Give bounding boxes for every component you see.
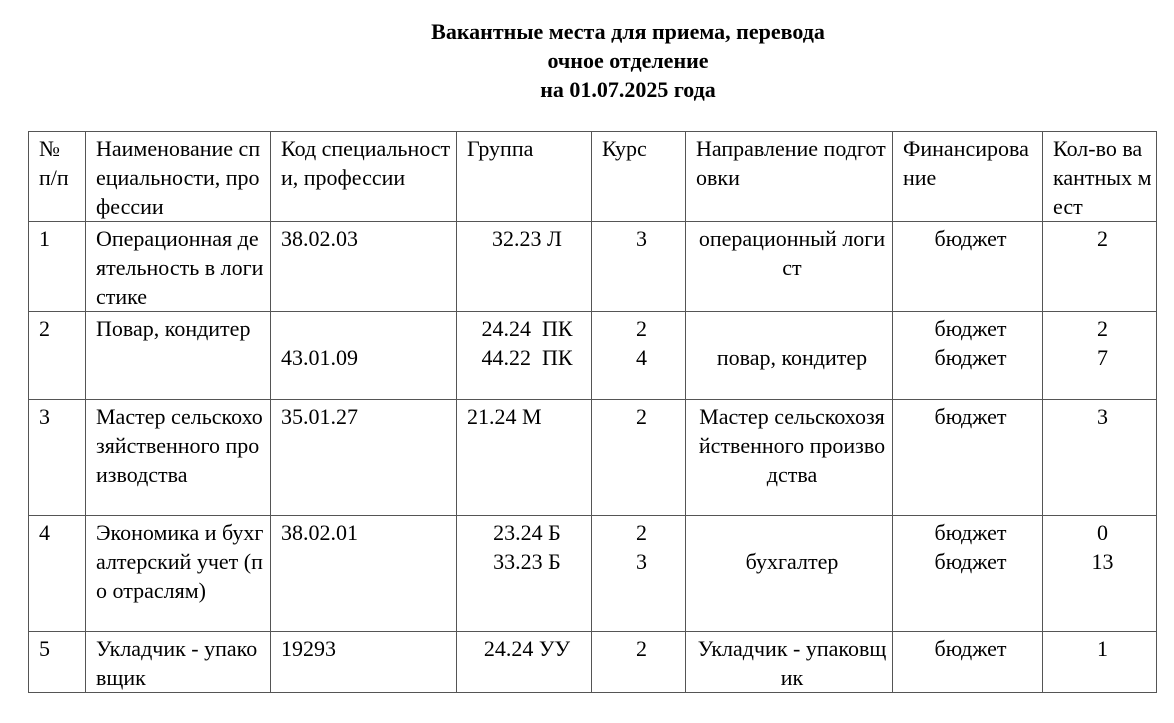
row-vacant xyxy=(1043,312,1157,400)
funding-value: бюджет xyxy=(934,345,1007,370)
course-value: 3 xyxy=(636,226,647,251)
row-course xyxy=(592,632,686,693)
vacancies-table xyxy=(28,131,1157,693)
row-vacant xyxy=(1043,516,1157,632)
course-value: 2 xyxy=(636,636,647,661)
row-code xyxy=(271,312,457,400)
vacant-value: 1 xyxy=(1097,636,1108,661)
vacant-value: 0 xyxy=(1097,520,1108,545)
row-funding xyxy=(893,516,1043,632)
course-value: 4 xyxy=(636,345,647,370)
funding-value: бюджет xyxy=(934,316,1007,341)
funding-value: бюджет xyxy=(934,226,1007,251)
header-direction: Направление подготовки xyxy=(686,132,893,222)
group-value: 21.24 М xyxy=(467,404,542,429)
group-value: 24.24 ПК xyxy=(481,316,573,341)
row-group xyxy=(457,312,592,400)
row-name: Экономика и бухгалтерский учет (по отраслям) xyxy=(86,516,271,632)
funding-value: бюджет xyxy=(934,549,1007,574)
row-direction xyxy=(686,312,893,400)
row-name: Мастер сельскохозяйственного производства xyxy=(86,400,271,516)
header-funding: Финансирование xyxy=(893,132,1043,222)
code-value: 43.01.09 xyxy=(281,345,358,370)
header-group: Группа xyxy=(457,132,592,222)
row-course xyxy=(592,516,686,632)
row-group xyxy=(457,222,592,312)
vacant-value: 13 xyxy=(1091,549,1114,574)
vacant-value: 2 xyxy=(1097,316,1108,341)
row-vacant xyxy=(1043,400,1157,516)
table-header-row xyxy=(29,132,1157,222)
row-course xyxy=(592,400,686,516)
funding-value: бюджет xyxy=(934,636,1007,661)
header-code: Код специальности, профессии xyxy=(271,132,457,222)
row-direction: Мастер сельскохозяйственного производства xyxy=(686,400,893,516)
row-course xyxy=(592,312,686,400)
row-num: 2 xyxy=(29,312,86,400)
row-direction xyxy=(686,516,893,632)
title-line: очное отделение xyxy=(547,48,709,73)
row-course xyxy=(592,222,686,312)
header-num: № п/п xyxy=(29,132,86,222)
row-num: 1 xyxy=(29,222,86,312)
table-row xyxy=(29,222,1157,312)
direction-value: повар, кондитер xyxy=(716,345,868,370)
row-num: 3 xyxy=(29,400,86,516)
funding-value: бюджет xyxy=(934,520,1007,545)
row-code: 19293 xyxy=(271,632,457,693)
funding-value: бюджет xyxy=(934,404,1007,429)
row-group xyxy=(457,400,592,516)
row-name: Укладчик - упаковщик xyxy=(86,632,271,693)
row-code: 38.02.01 xyxy=(271,516,457,632)
direction-value: бухгалтер xyxy=(745,549,839,574)
table-row xyxy=(29,312,1157,400)
row-code: 35.01.27 xyxy=(271,400,457,516)
group-value: 24.24 УУ xyxy=(483,636,571,661)
group-value: 44.22 ПК xyxy=(481,345,573,370)
row-funding xyxy=(893,312,1043,400)
row-funding xyxy=(893,400,1043,516)
course-value: 2 xyxy=(636,316,647,341)
row-direction: операционный логист xyxy=(686,222,893,312)
course-value: 2 xyxy=(636,520,647,545)
title-line: на 01.07.2025 года xyxy=(540,77,716,102)
row-group xyxy=(457,516,592,632)
title-line: Вакантные места для приема, перевода xyxy=(431,19,825,44)
group-value: 23.24 Б xyxy=(493,520,561,545)
header-vacant: Кол-во вакантных мест xyxy=(1043,132,1157,222)
row-vacant xyxy=(1043,222,1157,312)
row-funding xyxy=(893,632,1043,693)
vacant-value: 2 xyxy=(1097,226,1108,251)
row-direction: Укладчик - упаковщик xyxy=(686,632,893,693)
row-funding xyxy=(893,222,1043,312)
row-name: Операционная деятельность в логистике xyxy=(86,222,271,312)
course-value: 3 xyxy=(636,549,647,574)
row-code: 38.02.03 xyxy=(271,222,457,312)
group-value: 33.23 Б xyxy=(493,549,561,574)
row-num: 5 xyxy=(29,632,86,693)
row-vacant xyxy=(1043,632,1157,693)
vacant-value: 7 xyxy=(1097,345,1108,370)
table-row xyxy=(29,632,1157,693)
header-course: Курс xyxy=(592,132,686,222)
table-row xyxy=(29,516,1157,632)
group-value: 32.23 Л xyxy=(492,226,562,251)
row-name: Повар, кондитер xyxy=(86,312,271,400)
header-name: Наименование специальности, профессии xyxy=(86,132,271,222)
vacant-value: 3 xyxy=(1097,404,1108,429)
row-num: 4 xyxy=(29,516,86,632)
course-value: 2 xyxy=(636,404,647,429)
table-row xyxy=(29,400,1157,516)
row-group xyxy=(457,632,592,693)
document-title xyxy=(0,17,1174,104)
